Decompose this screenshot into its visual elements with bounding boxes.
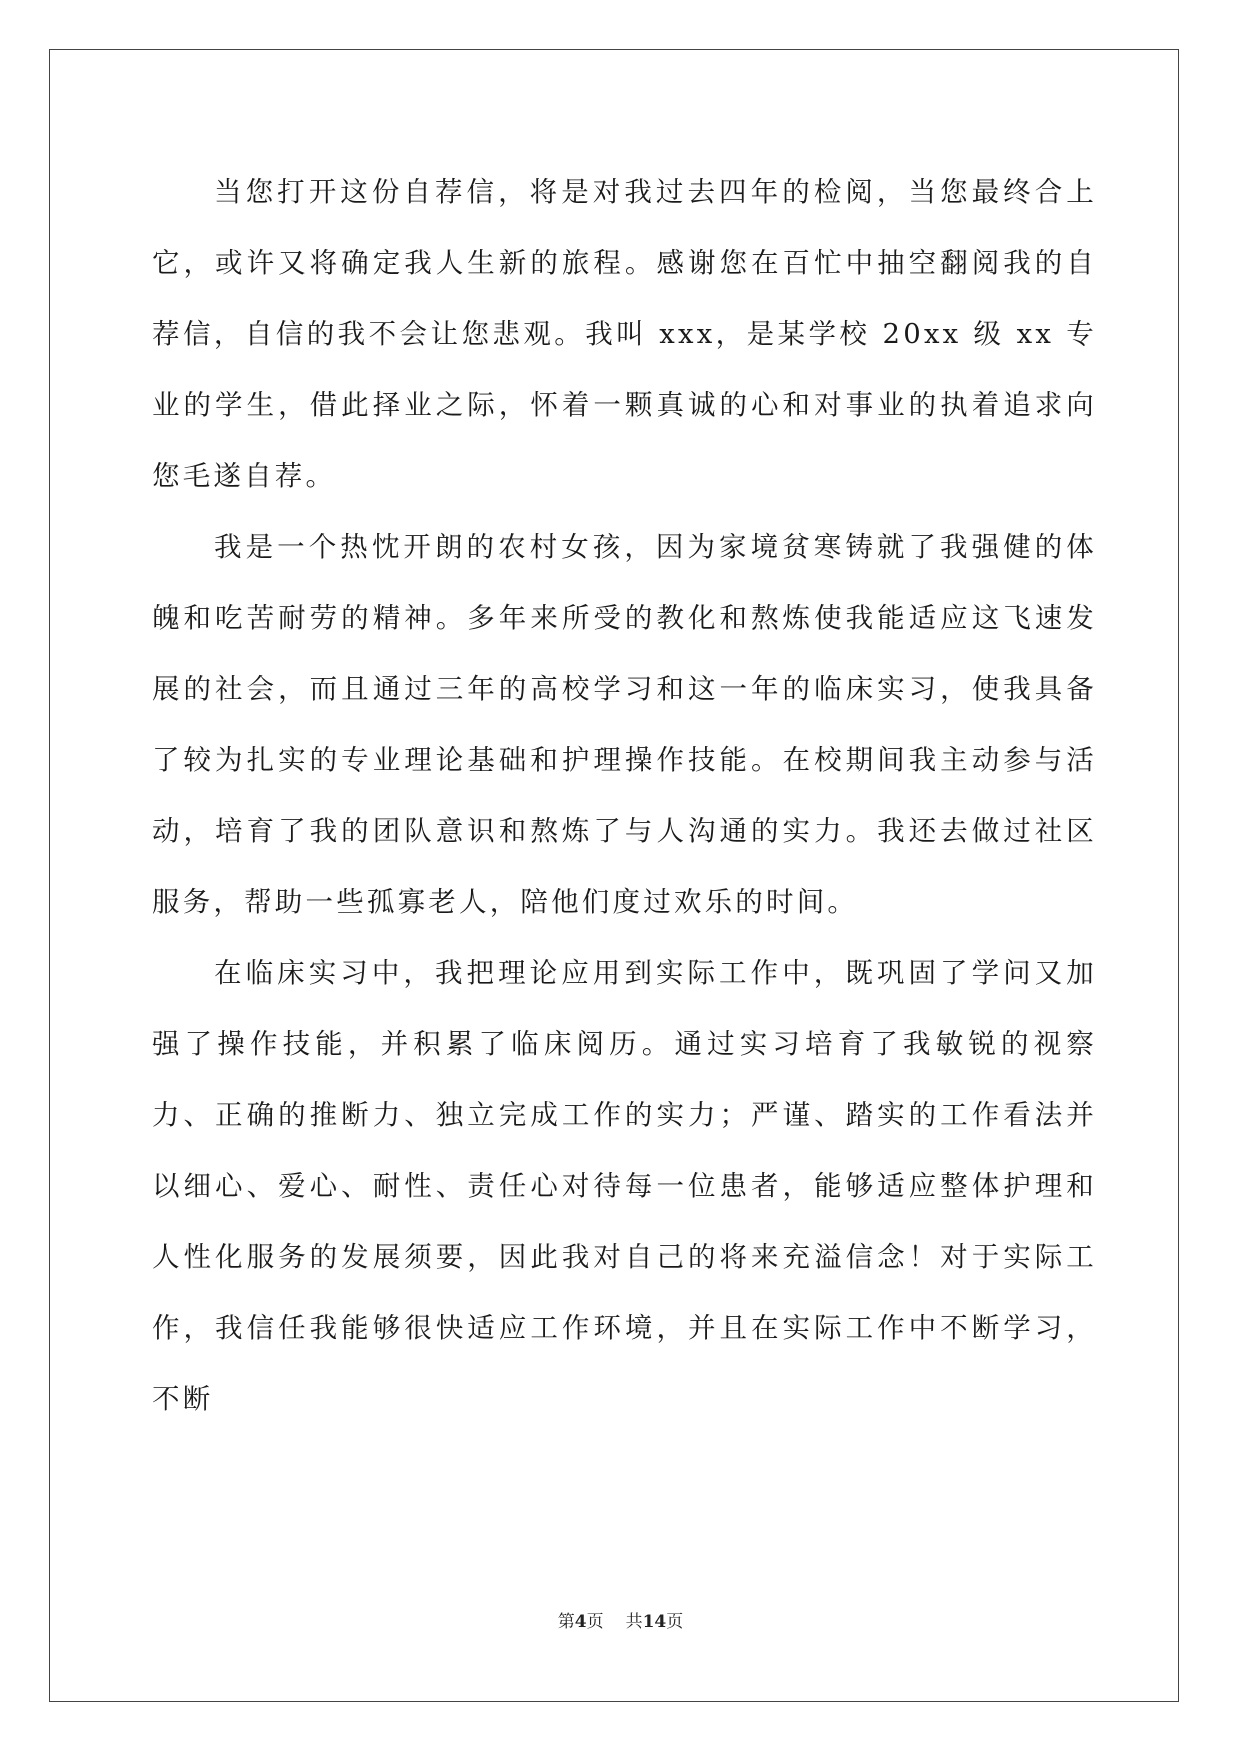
page-suffix: 页 xyxy=(586,1612,604,1632)
page-prefix: 第 xyxy=(557,1612,575,1632)
paragraph-3: 在临床实习中，我把理论应用到实际工作中，既巩固了学问又加强了操作技能，并积累了临床阅历。通过实习培育了我敏锐的视察力、正确的推断力、独立完成工作的实力；严谨、踏实的工作看法并以细心、爱心、耐性、责任心对待每一位患者，能够适应整体护理和人性化服务的发展须要，因此我对自己的将来充溢信念！对于实际工作，我信任我能够很快适应工作环境，并且在实际工作中不断学习，不断 xyxy=(152,957,1097,1415)
page-footer xyxy=(0,1607,1241,1632)
paragraph-1: 当您打开这份自荐信，将是对我过去四年的检阅，当您最终合上它，或许又将确定我人生新的旅程。感谢您在百忙中抽空翻阅我的自荐信，自信的我不会让您悲观。我叫 xxx，是某学校 20xx 级 xx 专业的学生，借此择业之际，怀着一颗真诚的心和对事业的执着追求向您毛遂自荐。 xyxy=(152,176,1097,492)
page-number: 4 xyxy=(574,1612,587,1632)
paragraph-2: 我是一个热忱开朗的农村女孩，因为家境贫寒铸就了我强健的体魄和吃苦耐劳的精神。多年来所受的教化和熬炼使我能适应这飞速发展的社会，而且通过三年的高校学习和这一年的临床实习，使我具备了较为扎实的专业理论基础和护理操作技能。在校期间我主动参与活动，培育了我的团队意识和熬炼了与人沟通的实力。我还去做过社区服务，帮助一些孤寡老人，陪他们度过欢乐的时间。 xyxy=(152,531,1097,918)
total-prefix: 共 xyxy=(625,1612,643,1632)
total-suffix: 页 xyxy=(666,1612,684,1632)
document-body xyxy=(152,157,1097,1435)
total-pages: 14 xyxy=(642,1612,667,1632)
